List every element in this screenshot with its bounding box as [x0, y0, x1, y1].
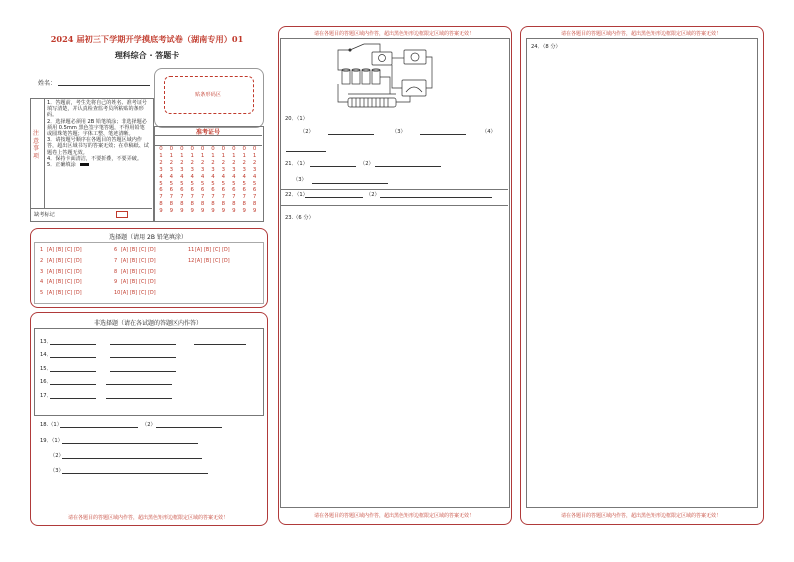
admission-digit-bubble[interactable]: 2: [221, 159, 226, 166]
mcq-option-bubble[interactable]: [A]: [47, 291, 55, 297]
name-label: 姓名：: [38, 80, 57, 87]
q20-part3-answer-line[interactable]: [420, 134, 466, 135]
q15-answer-line[interactable]: [110, 371, 176, 372]
right-bottom-warning: 请在各题目的答题区域内作答，超出黑色矩形边框限定区域的答案无效！: [560, 513, 721, 519]
mcq-number: 4: [40, 279, 44, 286]
mcq-option-bubble[interactable]: [B]: [130, 291, 138, 297]
q20-part3-label: （3）: [392, 129, 406, 135]
notes-side-label: 注意事项: [33, 130, 40, 160]
note-item: 4．保持卡面清洁，不要折叠，不要弄破。: [47, 155, 142, 162]
mcq-number: 9: [114, 279, 118, 286]
mcq-option-bubble[interactable]: [D]: [148, 269, 156, 275]
mcq-option-bubble[interactable]: [D]: [74, 280, 82, 286]
q16-answer-line[interactable]: [106, 384, 172, 385]
mcq-number: 11: [188, 247, 195, 253]
q14-label: 14．: [40, 352, 52, 358]
middle-bottom-warning: 请在各题目的答题区域内作答，超出黑色矩形边框限定区域的答案无效！: [313, 513, 474, 519]
admission-digit-column[interactable]: [177, 146, 187, 215]
admission-digit-bubble[interactable]: 0: [169, 146, 174, 152]
nonmcq-inner-13-17: [34, 328, 264, 416]
mcq-option-bubble[interactable]: [B]: [204, 258, 212, 264]
q17-answer-line[interactable]: [50, 398, 96, 399]
admission-digit-bubble[interactable]: 0: [252, 146, 257, 152]
q18-part1-answer-line[interactable]: [60, 427, 138, 428]
mcq-question-8: [114, 269, 158, 275]
admission-digit-bubble[interactable]: 2: [180, 159, 184, 166]
admission-digit-bubble[interactable]: 7: [200, 194, 205, 201]
q22-divider: [280, 189, 508, 190]
admission-digit-bubble[interactable]: 3: [252, 166, 257, 173]
absent-checkbox[interactable]: [116, 211, 128, 218]
admission-digit-bubble[interactable]: 9: [232, 208, 236, 215]
admission-digit-bubble[interactable]: 5: [159, 180, 163, 187]
mcq-option-bubble[interactable]: [A]: [47, 258, 55, 264]
admission-digit-bubble[interactable]: 5: [221, 180, 226, 187]
mcq-option-bubble[interactable]: [D]: [148, 280, 156, 286]
mcq-option-bubble[interactable]: [C]: [65, 248, 73, 253]
admission-digit-bubble[interactable]: 2: [159, 159, 163, 166]
middle-top-warning: 请在各题目的答题区域内作答，超出黑色矩形边框限定区域的答案无效！: [313, 31, 474, 37]
admission-digit-bubble[interactable]: 6: [190, 187, 194, 194]
admission-digit-bubble[interactable]: 1: [211, 152, 215, 159]
notes-side-divider: [44, 98, 45, 208]
admission-digit-bubble[interactable]: 5: [211, 180, 215, 187]
admission-digit-bubble[interactable]: 9: [190, 208, 194, 215]
admission-digit-bubble[interactable]: 6: [169, 187, 174, 194]
mcq-option-bubble[interactable]: [B]: [130, 280, 138, 286]
right-top-warning: 请在各题目的答题区域内作答，超出黑色矩形边框限定区域的答案无效！: [560, 31, 721, 37]
admission-digit-bubble[interactable]: 5: [200, 180, 205, 187]
admission-digit-column[interactable]: [156, 146, 166, 215]
admission-digit-bubble[interactable]: 4: [180, 173, 184, 180]
mcq-option-bubble[interactable]: [A]: [121, 291, 129, 297]
mcq-option-bubble[interactable]: [B]: [56, 248, 64, 253]
q19-part3-label: （3）: [50, 468, 64, 474]
mcq-option-bubble[interactable]: [B]: [130, 258, 138, 264]
admission-digit-bubble[interactable]: 4: [200, 173, 205, 180]
admission-digit-bubble[interactable]: 6: [200, 187, 205, 194]
mcq-number: 2: [40, 257, 44, 264]
mcq-option-bubble[interactable]: [C]: [213, 248, 221, 253]
admission-digit-bubble[interactable]: 7: [221, 194, 226, 201]
admission-digit-column[interactable]: [218, 146, 228, 215]
mcq-option-bubble[interactable]: [D]: [74, 291, 82, 297]
admission-digit-column[interactable]: [208, 146, 218, 215]
admission-digit-bubble[interactable]: 0: [200, 146, 205, 152]
admission-digit-bubble[interactable]: 1: [169, 152, 174, 159]
mcq-question-1: [40, 247, 84, 253]
q16-answer-line[interactable]: [50, 384, 96, 385]
admission-digit-bubble[interactable]: 7: [232, 194, 236, 201]
admission-digit-bubble[interactable]: 3: [221, 166, 226, 173]
admission-digit-bubble[interactable]: 2: [242, 159, 246, 166]
q13-answer-line[interactable]: [194, 344, 246, 345]
admission-digit-bubble[interactable]: 6: [232, 187, 236, 194]
mcq-question-3: [40, 269, 84, 275]
admission-digit-column[interactable]: [229, 146, 239, 215]
q14-answer-line[interactable]: [110, 357, 176, 358]
admission-digit-bubble[interactable]: 0: [232, 146, 236, 152]
admission-digit-bubble[interactable]: 3: [232, 166, 236, 173]
mcq-option-bubble[interactable]: [C]: [65, 291, 73, 297]
mcq-option-bubble[interactable]: [B]: [56, 269, 64, 275]
q20-part2-label: （2）: [300, 129, 314, 135]
admission-digit-bubble[interactable]: 8: [242, 201, 246, 208]
correct-fill-label: 5．正确填涂: [47, 162, 76, 169]
mcq-question-7: [114, 258, 158, 264]
q19-part1-label: 19．（1）: [40, 438, 63, 444]
admission-digit-bubble[interactable]: 9: [211, 208, 215, 215]
q24-label: 24．（8 分）: [531, 44, 561, 50]
mcq-question-9: [114, 279, 158, 285]
q23-divider: [280, 205, 508, 206]
admission-digit-bubble[interactable]: 4: [169, 173, 174, 180]
admission-digit-bubble[interactable]: 7: [211, 194, 215, 201]
admission-digit-bubble[interactable]: 8: [252, 201, 257, 208]
mcq-question-12: [188, 258, 232, 264]
q18-part2-answer-line[interactable]: [156, 427, 222, 428]
mcq-option-bubble[interactable]: [D]: [222, 258, 230, 264]
admission-digit-bubble[interactable]: 9: [180, 208, 184, 215]
admission-digit-bubble[interactable]: 5: [252, 180, 257, 187]
q19-part2-answer-line[interactable]: [62, 458, 202, 459]
mcq-option-bubble[interactable]: [D]: [74, 269, 82, 275]
mcq-option-bubble[interactable]: [C]: [213, 258, 221, 264]
admission-digit-bubble[interactable]: 8: [221, 201, 226, 208]
mcq-option-bubble[interactable]: [B]: [56, 258, 64, 264]
q17-answer-line[interactable]: [106, 398, 172, 399]
q20-part4-answer-line[interactable]: [286, 151, 326, 152]
mcq-option-bubble[interactable]: [A]: [121, 269, 129, 275]
admission-digit-bubble[interactable]: 6: [180, 187, 184, 194]
mcq-option-bubble[interactable]: [C]: [139, 269, 147, 275]
mcq-option-bubble[interactable]: [B]: [56, 291, 64, 297]
admission-digit-bubble[interactable]: 8: [211, 201, 215, 208]
q23-label: 23.（6 分）: [285, 215, 314, 221]
admission-digit-bubble[interactable]: 0: [190, 146, 194, 152]
barcode-label: 贴条形码区: [195, 92, 221, 98]
q22-part2-answer-line[interactable]: [380, 197, 492, 198]
admission-digit-bubble[interactable]: 0: [159, 146, 163, 152]
mcq-number: 1: [40, 247, 44, 253]
admission-label: 准考证号: [195, 129, 220, 136]
admission-digit-columns[interactable]: [156, 146, 260, 218]
admission-digit-column[interactable]: [239, 146, 249, 215]
admission-digit-bubble[interactable]: 8: [180, 201, 184, 208]
sheet-subtitle: 理科综合 · 答题卡: [114, 51, 180, 60]
q20-part2-answer-line[interactable]: [328, 134, 374, 135]
mcq-question-11: [188, 247, 232, 253]
admission-digit-bubble[interactable]: 9: [159, 208, 163, 215]
admission-digit-bubble[interactable]: 1: [252, 152, 257, 159]
mcq-option-bubble[interactable]: [A]: [121, 258, 129, 264]
admission-digit-bubble[interactable]: 9: [169, 208, 174, 215]
filled-mark-icon: [80, 163, 89, 167]
admission-digit-bubble[interactable]: 2: [169, 159, 174, 166]
mcq-option-bubble[interactable]: [C]: [65, 258, 73, 264]
mcq-option-bubble[interactable]: [B]: [204, 248, 212, 253]
admission-digit-bubble[interactable]: 7: [252, 194, 257, 201]
admission-digit-bubble[interactable]: 9: [242, 208, 246, 215]
q13-answer-line[interactable]: [110, 344, 176, 345]
note-item: 3．请按题号顺序在各题目的答题区域内作答，超出区域书写的答案无效；在草稿纸、试题卷上答题无效。: [47, 137, 149, 156]
mcq-option-bubble[interactable]: [B]: [56, 280, 64, 286]
admission-digit-bubble[interactable]: 3: [159, 166, 163, 173]
q20-part4-label: （4）: [482, 129, 496, 135]
admission-digit-bubble[interactable]: 4: [252, 173, 257, 180]
mcq-question-5: [40, 290, 84, 296]
q21-part1-answer-line[interactable]: [310, 166, 356, 167]
admission-digit-bubble[interactable]: 1: [190, 152, 194, 159]
admission-digit-bubble[interactable]: 1: [232, 152, 236, 159]
mcq-question-6: [114, 247, 158, 253]
note-item: 1．答题前，考生先将自己的姓名、准考证号填写清楚，并认真检查监考员所粘贴的条形码。: [47, 100, 148, 119]
q17-label: 17．: [40, 393, 52, 399]
mcq-bubbles[interactable]: [40, 247, 260, 302]
admission-digit-bubble[interactable]: 6: [159, 187, 163, 194]
mcq-question-4: [40, 279, 84, 285]
admission-digit-bubble[interactable]: 5: [169, 180, 174, 187]
mcq-option-bubble[interactable]: [A]: [195, 258, 203, 264]
mcq-option-bubble[interactable]: [B]: [130, 248, 138, 253]
admission-digit-bubble[interactable]: 8: [200, 201, 205, 208]
mcq-option-bubble[interactable]: [D]: [74, 248, 82, 253]
admission-digit-bubble[interactable]: 1: [221, 152, 226, 159]
mcq-question-10: [114, 290, 158, 296]
q19-part3-answer-line[interactable]: [62, 473, 208, 474]
mcq-option-bubble[interactable]: [A]: [195, 248, 203, 253]
q20-part1-label: 20．（1）: [285, 116, 308, 122]
mcq-option-bubble[interactable]: [A]: [47, 248, 55, 253]
admission-digit-bubble[interactable]: 2: [252, 159, 257, 166]
admission-digit-bubble[interactable]: 1: [242, 152, 246, 159]
admission-digit-bubble[interactable]: 0: [221, 146, 226, 152]
admission-digit-column[interactable]: [166, 146, 176, 215]
q21-part3-label: （3）: [293, 177, 307, 183]
name-field[interactable]: [58, 85, 150, 86]
admission-digit-bubble[interactable]: 6: [211, 187, 215, 194]
admission-digit-bubble[interactable]: 6: [221, 187, 226, 194]
mcq-question-2: [40, 258, 84, 264]
absent-label: 缺考标记: [34, 212, 55, 218]
q19-part2-label: （2）: [50, 453, 64, 459]
admission-digit-bubble[interactable]: 8: [232, 201, 236, 208]
mcq-option-bubble[interactable]: [A]: [121, 248, 129, 253]
admission-digit-bubble[interactable]: 7: [159, 194, 163, 201]
admission-digit-bubble[interactable]: 4: [211, 173, 215, 180]
q21-part1-label: 21．（1）: [285, 161, 308, 167]
admission-digit-bubble[interactable]: 4: [159, 173, 163, 180]
q15-answer-line[interactable]: [50, 371, 96, 372]
mcq-option-bubble[interactable]: [D]: [148, 258, 156, 264]
q18-part2-label: （2）: [142, 422, 156, 428]
admission-digit-bubble[interactable]: 4: [190, 173, 194, 180]
mcq-option-bubble[interactable]: [A]: [47, 280, 55, 286]
q13-label: 13．: [40, 339, 52, 345]
admission-digit-bubble[interactable]: 5: [242, 180, 246, 187]
admission-digit-bubble[interactable]: 4: [221, 173, 226, 180]
q19-part1-answer-line[interactable]: [62, 443, 198, 444]
left-bottom-warning: 请在各题目的答题区域内作答，超出黑色矩形边框限定区域的答案无效！: [67, 515, 228, 521]
admission-digit-bubble[interactable]: 8: [159, 201, 163, 208]
admission-digit-bubble[interactable]: 3: [190, 166, 194, 173]
mcq-title: 选择题（请用 2B 铅笔填涂）: [109, 234, 187, 241]
admission-digit-bubble[interactable]: 5: [190, 180, 194, 187]
admission-digit-column[interactable]: [250, 146, 260, 215]
admission-digit-bubble[interactable]: 7: [190, 194, 194, 201]
admission-digit-bubble[interactable]: 0: [242, 146, 246, 152]
admission-digit-bubble[interactable]: 2: [211, 159, 215, 166]
mcq-number: 8: [114, 268, 118, 275]
q22-part1-label: 22．（1）: [285, 192, 308, 198]
mcq-option-bubble[interactable]: [D]: [74, 258, 82, 264]
mcq-option-bubble[interactable]: [D]: [148, 248, 156, 253]
admission-digit-bubble[interactable]: 4: [242, 173, 246, 180]
admission-digit-bubble[interactable]: 8: [169, 201, 174, 208]
admission-digit-bubble[interactable]: 6: [252, 187, 257, 194]
mcq-number: 7: [114, 257, 118, 264]
right-answer-frame: [526, 38, 758, 508]
admission-digit-bubble[interactable]: 2: [200, 159, 205, 166]
admission-digit-bubble[interactable]: 3: [242, 166, 246, 173]
mcq-number: 5: [40, 290, 44, 297]
q14-answer-line[interactable]: [50, 357, 96, 358]
mcq-option-bubble[interactable]: [C]: [65, 280, 73, 286]
admission-digit-bubble[interactable]: 9: [221, 208, 226, 215]
q22-part1-answer-line[interactable]: [305, 197, 363, 198]
admission-digit-bubble[interactable]: 7: [180, 194, 184, 201]
admission-digit-bubble[interactable]: 1: [200, 152, 205, 159]
mcq-option-bubble[interactable]: [C]: [65, 269, 73, 275]
admission-digit-bubble[interactable]: 0: [211, 146, 215, 152]
mcq-option-bubble[interactable]: [A]: [121, 280, 129, 286]
admission-digit-column[interactable]: [187, 146, 197, 215]
admission-digit-bubble[interactable]: 9: [252, 208, 257, 215]
admission-digit-column[interactable]: [198, 146, 208, 215]
q15-label: 15．: [40, 366, 52, 372]
admission-digit-bubble[interactable]: 1: [159, 152, 163, 159]
q21-part2-answer-line[interactable]: [375, 166, 441, 167]
admission-digit-bubble[interactable]: 3: [200, 166, 205, 173]
admission-digit-bubble[interactable]: 2: [232, 159, 236, 166]
mcq-option-bubble[interactable]: [B]: [130, 269, 138, 275]
admission-digit-bubble[interactable]: 5: [232, 180, 236, 187]
admission-digit-bubble[interactable]: 7: [169, 194, 174, 201]
admission-digit-bubble[interactable]: 2: [190, 159, 194, 166]
notes-bottom-divider: [30, 208, 152, 209]
admission-digit-bubble[interactable]: 9: [200, 208, 205, 215]
admission-digit-bubble[interactable]: 3: [211, 166, 215, 173]
mcq-option-bubble[interactable]: [C]: [139, 291, 147, 297]
mcq-option-bubble[interactable]: [C]: [139, 248, 147, 253]
mcq-number: 10: [114, 290, 121, 297]
notes-list: [47, 100, 149, 168]
admission-digit-bubble[interactable]: 4: [232, 173, 236, 180]
admission-entry-row: [154, 135, 262, 146]
q16-label: 16．: [40, 379, 52, 385]
mcq-option-bubble[interactable]: [D]: [148, 291, 156, 297]
nonmcq-title: 非选择题（请在各试题的答题区内作答）: [93, 320, 202, 327]
mcq-number: 12: [188, 257, 195, 264]
admission-digit-bubble[interactable]: 3: [169, 166, 174, 173]
note-item: 2．选择题必须用 2B 铅笔填涂；非选择题必须用 0.5mm 黑色签字笔答题，不得用铅笔或圆珠笔答题；字体工整、笔迹清晰。: [47, 118, 147, 138]
mcq-option-bubble[interactable]: [C]: [139, 280, 147, 286]
q13-answer-line[interactable]: [50, 344, 96, 345]
admission-digit-bubble[interactable]: 0: [180, 146, 184, 152]
admission-digit-bubble[interactable]: 1: [180, 152, 184, 159]
admission-digit-bubble[interactable]: 5: [180, 180, 184, 187]
q21-part3-answer-line[interactable]: [312, 183, 388, 184]
admission-digit-bubble[interactable]: 3: [180, 166, 184, 173]
mcq-option-bubble[interactable]: [A]: [47, 269, 55, 275]
mcq-option-bubble[interactable]: [C]: [139, 258, 147, 264]
mcq-number: 6: [114, 247, 118, 253]
exam-title: 2024 届初三下学期开学摸底考试卷（湖南专用）01: [50, 34, 244, 44]
q18-part1-label: 18.（1）: [40, 422, 62, 428]
q21-part2-label: （2）: [360, 161, 374, 167]
note-item: [47, 162, 149, 168]
circuit-diagram: [320, 40, 440, 122]
mcq-option-bubble[interactable]: [D]: [222, 248, 230, 253]
admission-digit-bubble[interactable]: 8: [190, 201, 194, 208]
admission-digit-bubble[interactable]: 6: [242, 187, 246, 194]
mcq-number: 3: [40, 268, 44, 275]
q22-part2-label: （2）: [366, 192, 380, 198]
admission-digit-bubble[interactable]: 7: [242, 194, 246, 201]
